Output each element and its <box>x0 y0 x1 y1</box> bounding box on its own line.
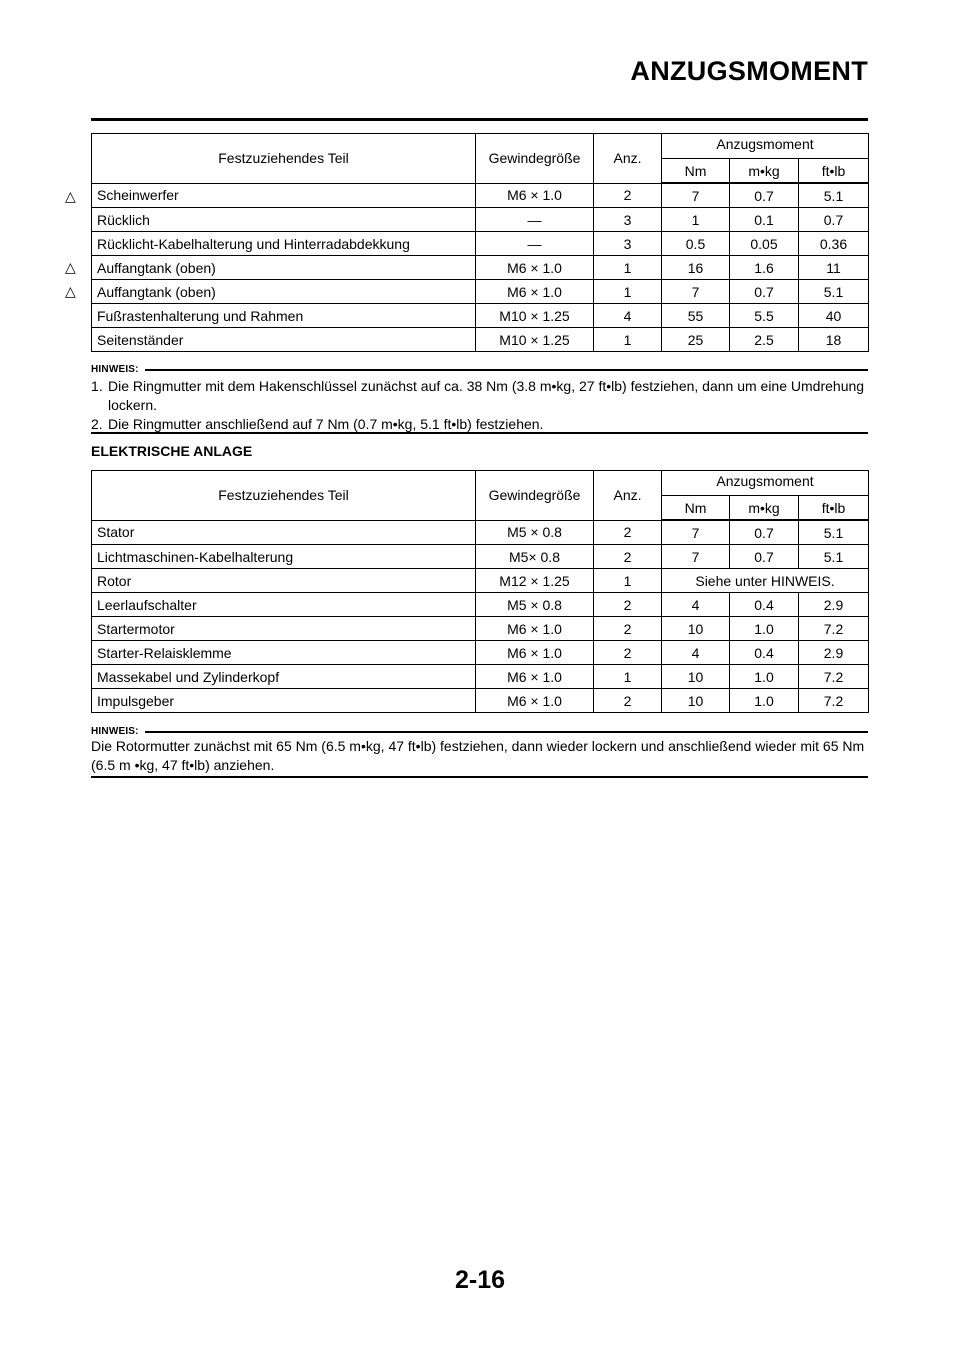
nm-cell: 0.5 <box>662 232 730 256</box>
torque-table-electrical-body <box>92 520 869 713</box>
caution-triangle-icon: △ <box>65 187 76 204</box>
part-cell: Seitenständer <box>92 328 476 352</box>
part-cell: Auffangtank (oben) <box>92 256 476 280</box>
mkg-cell: 0.7 <box>730 183 799 208</box>
nm-cell: 10 <box>662 665 730 689</box>
header-thread: Gewindegröße <box>476 134 594 184</box>
ftlb-cell: 5.1 <box>799 520 869 545</box>
part-cell: Lichtmaschinen-Kabelhalterung <box>92 545 476 569</box>
qty-cell: 1 <box>594 328 662 352</box>
nm-cell: 7 <box>662 280 730 304</box>
note-label: HINWEIS: <box>91 363 139 375</box>
header-mkg: m•kg <box>730 159 799 184</box>
note-rule <box>145 731 868 733</box>
thread-cell: M6 × 1.0 <box>476 665 594 689</box>
thread-cell: — <box>476 208 594 232</box>
torque-table-electrical <box>91 470 869 713</box>
part-cell: Impulsgeber <box>92 689 476 713</box>
table-row <box>92 208 869 232</box>
header-torque: Anzugsmoment <box>662 471 869 496</box>
nm-cell: 7 <box>662 545 730 569</box>
qty-cell: 1 <box>594 569 662 593</box>
ftlb-cell: 7.2 <box>799 617 869 641</box>
item-number: 2. <box>91 416 103 432</box>
part-cell: Stator <box>92 520 476 545</box>
header-thread: Gewindegröße <box>476 471 594 521</box>
header-torque: Anzugsmoment <box>662 134 869 159</box>
table-row <box>92 665 869 689</box>
table-row <box>92 304 869 328</box>
thread-cell: M6 × 1.0 <box>476 689 594 713</box>
ftlb-cell: 5.1 <box>799 545 869 569</box>
nm-cell: 16 <box>662 256 730 280</box>
ftlb-cell: 7.2 <box>799 665 869 689</box>
table-row <box>92 520 869 545</box>
mkg-cell: 1.0 <box>730 617 799 641</box>
thread-cell: M5× 0.8 <box>476 545 594 569</box>
header-mkg: m•kg <box>730 496 799 521</box>
qty-cell: 3 <box>594 208 662 232</box>
qty-cell: 2 <box>594 545 662 569</box>
mkg-cell: 1.0 <box>730 665 799 689</box>
table-row <box>92 232 869 256</box>
part-cell: Leerlaufschalter <box>92 593 476 617</box>
nm-cell: 1 <box>662 208 730 232</box>
note-end-rule <box>91 776 868 778</box>
torque-table-chassis-body <box>92 183 869 352</box>
qty-cell: 2 <box>594 617 662 641</box>
ftlb-cell: 11 <box>799 256 869 280</box>
nm-cell: 7 <box>662 520 730 545</box>
table-row <box>92 569 869 593</box>
torque-note-cell: Siehe unter HINWEIS. <box>662 569 869 593</box>
nm-cell: 10 <box>662 617 730 641</box>
section-heading: ELEKTRISCHE ANLAGE <box>91 443 253 459</box>
ftlb-cell: 7.2 <box>799 689 869 713</box>
table-row <box>92 328 869 352</box>
part-cell: Rücklicht-Kabelhalterung und Hinterradabdekkung <box>92 232 476 256</box>
nm-cell: 7 <box>662 183 730 208</box>
torque-table-chassis <box>91 133 869 352</box>
qty-cell: 4 <box>594 304 662 328</box>
mkg-cell: 5.5 <box>730 304 799 328</box>
caution-triangle-icon: △ <box>65 259 76 275</box>
table-row <box>92 545 869 569</box>
header-ftlb: ft•lb <box>799 496 869 521</box>
mkg-cell: 0.7 <box>730 280 799 304</box>
header-qty: Anz. <box>594 471 662 521</box>
mkg-cell: 0.4 <box>730 593 799 617</box>
part-cell: Rotor <box>92 569 476 593</box>
nm-cell: 10 <box>662 689 730 713</box>
qty-cell: 2 <box>594 641 662 665</box>
ftlb-cell: 18 <box>799 328 869 352</box>
nm-cell: 25 <box>662 328 730 352</box>
mkg-cell: 2.5 <box>730 328 799 352</box>
part-cell: Startermotor <box>92 617 476 641</box>
header-part: Festzuziehendes Teil <box>92 471 476 521</box>
mkg-cell: 1.6 <box>730 256 799 280</box>
header-nm: Nm <box>662 496 730 521</box>
page-number: 2-16 <box>454 1266 506 1294</box>
thread-cell: M5 × 0.8 <box>476 593 594 617</box>
qty-cell: 3 <box>594 232 662 256</box>
table-row <box>92 689 869 713</box>
table-row <box>92 183 869 208</box>
note-label: HINWEIS: <box>91 725 139 737</box>
mkg-cell: 0.05 <box>730 232 799 256</box>
thread-cell: M12 × 1.25 <box>476 569 594 593</box>
mkg-cell: 1.0 <box>730 689 799 713</box>
thread-cell: M10 × 1.25 <box>476 328 594 352</box>
qty-cell: 2 <box>594 593 662 617</box>
qty-cell: 2 <box>594 520 662 545</box>
header-qty: Anz. <box>594 134 662 184</box>
part-cell: Scheinwerfer <box>92 183 476 208</box>
qty-cell: 1 <box>594 256 662 280</box>
note-list <box>91 377 868 434</box>
page-title: ANZUGSMOMENT <box>630 56 868 86</box>
mkg-cell: 0.7 <box>730 545 799 569</box>
thread-cell: M5 × 0.8 <box>476 520 594 545</box>
note-end-rule <box>91 432 868 434</box>
note-header <box>91 724 868 738</box>
note-text: Die Rotormutter zunächst mit 65 Nm (6.5 m•kg, 47 ft•lb) festziehen, dann wieder lockern und anschließend wieder mit 65 Nm (6.5 m •kg, 47 ft•lb) anziehen. <box>91 738 865 773</box>
nm-cell: 55 <box>662 304 730 328</box>
thread-cell: M6 × 1.0 <box>476 183 594 208</box>
item-number: 1. <box>91 378 103 394</box>
thread-cell: M6 × 1.0 <box>476 256 594 280</box>
mkg-cell: 0.7 <box>730 520 799 545</box>
ftlb-cell: 0.7 <box>799 208 869 232</box>
list-item <box>91 377 868 415</box>
mkg-cell: 0.4 <box>730 641 799 665</box>
note-rule <box>145 369 868 371</box>
table-row <box>92 256 869 280</box>
ftlb-cell: 40 <box>799 304 869 328</box>
thread-cell: — <box>476 232 594 256</box>
header-ftlb: ft•lb <box>799 159 869 184</box>
title-rule <box>91 118 868 121</box>
thread-cell: M6 × 1.0 <box>476 280 594 304</box>
table-row <box>92 617 869 641</box>
ftlb-cell: 0.36 <box>799 232 869 256</box>
part-cell: Massekabel und Zylinderkopf <box>92 665 476 689</box>
qty-cell: 2 <box>594 183 662 208</box>
table-row <box>92 593 869 617</box>
caution-triangle-icon: △ <box>65 283 76 299</box>
header-part: Festzuziehendes Teil <box>92 134 476 184</box>
nm-cell: 4 <box>662 641 730 665</box>
thread-cell: M6 × 1.0 <box>476 617 594 641</box>
qty-cell: 1 <box>594 280 662 304</box>
nm-cell: 4 <box>662 593 730 617</box>
table-row <box>92 641 869 665</box>
part-cell: Auffangtank (oben) <box>92 280 476 304</box>
qty-cell: 1 <box>594 665 662 689</box>
qty-cell: 2 <box>594 689 662 713</box>
part-cell: Rücklich <box>92 208 476 232</box>
thread-cell: M6 × 1.0 <box>476 641 594 665</box>
table-row <box>92 280 869 304</box>
ftlb-cell: 2.9 <box>799 641 869 665</box>
ftlb-cell: 2.9 <box>799 593 869 617</box>
thread-cell: M10 × 1.25 <box>476 304 594 328</box>
ftlb-cell: 5.1 <box>799 183 869 208</box>
part-cell: Starter-Relaisklemme <box>92 641 476 665</box>
mkg-cell: 0.1 <box>730 208 799 232</box>
header-nm: Nm <box>662 159 730 184</box>
note-header <box>91 362 868 376</box>
item-text: Die Ringmutter anschließend auf 7 Nm (0.7 m•kg, 5.1 ft•lb) festziehen. <box>108 416 544 432</box>
item-text: Die Ringmutter mit dem Hakenschlüssel zunächst auf ca. 38 Nm (3.8 m•kg, 27 ft•lb) festziehen, dann um eine Umdrehung lockern. <box>108 378 865 413</box>
ftlb-cell: 5.1 <box>799 280 869 304</box>
part-cell: Fußrastenhalterung und Rahmen <box>92 304 476 328</box>
